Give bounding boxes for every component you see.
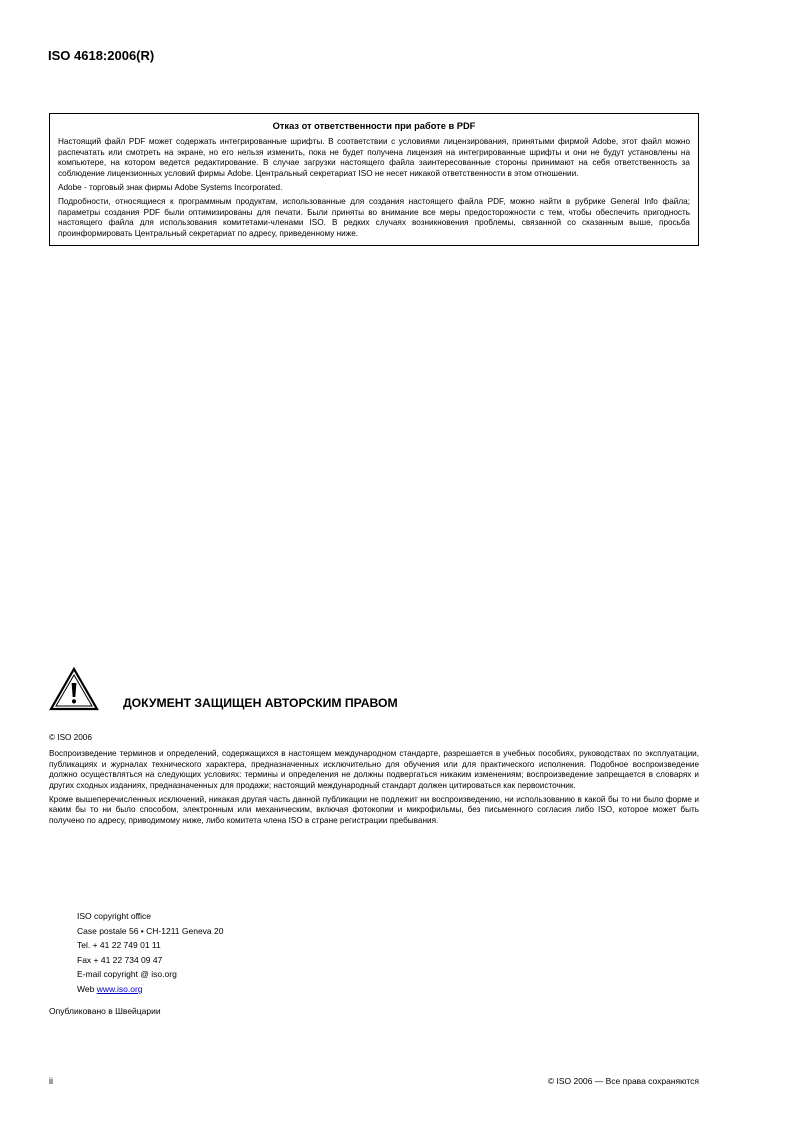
warning-triangle-icon xyxy=(49,667,99,711)
footer-copyright: © ISO 2006 — Все права сохраняются xyxy=(547,1076,699,1086)
page-number: ii xyxy=(49,1076,53,1086)
copyright-year: © ISO 2006 xyxy=(49,733,92,742)
copyright-heading: ДОКУМЕНТ ЗАЩИЩЕН АВТОРСКИМ ПРАВОМ xyxy=(123,696,398,710)
address-postal: Case postale 56 • CH-1211 Geneva 20 xyxy=(77,925,224,936)
copyright-notice xyxy=(49,733,699,830)
address-tel: Tel. + 41 22 749 01 11 xyxy=(77,940,161,951)
document-id: ISO 4618:2006(R) xyxy=(48,48,155,63)
copyright-paragraph: Воспроизведение терминов и определений, содержащихся в настоящем международном стандарте, разрешается в учебных пособиях, руководствах по эксплуатации, публикациях и журналах технического характера, предназначенных исключительно для обучения или для практического исполнения. Подобное воспроизведение должно осуществляться на следующих условиях: термины и определения не должны подвергаться никаким изменениям; воспроизведение запрещается в словарях и других сходных изданиях, предназначенных для продажи; настоящий международный стандарт должен цитироваться как первоисточник. xyxy=(49,749,699,790)
disclaimer-paragraph: Adobe - торговый знак фирмы Adobe Systems Incorporated. xyxy=(58,183,283,193)
address-email: E-mail copyright @ iso.org xyxy=(77,969,177,980)
web-link[interactable]: www.iso.org xyxy=(96,983,143,994)
disclaimer-paragraph: Настоящий файл PDF может содержать интегрированные шрифты. В соответствии с условиями лицензирования, принятыми фирмой Adobe, этот файл можно распечатать или смотреть на экране, но его нельзя изменить, пока не будет получена лицензия на интегрированные шрифты и они не будут установлены на компьютере, на котором ведется редактирование. В случае загрузки настоящего файла заинтересованные стороны принимают на себя ответственность за соблюдение лицензионных условий фирмы Adobe. Центральный секретариат ISO не несет никакой ответственности в этом отношении. xyxy=(58,137,690,178)
pdf-disclaimer-box xyxy=(49,113,699,246)
published-in: Опубликовано в Швейцарии xyxy=(49,1006,161,1016)
address-fax: Fax + 41 22 734 09 47 xyxy=(77,954,163,965)
disclaimer-title: Отказ от ответственности при работе в PDF xyxy=(272,121,476,131)
disclaimer-paragraph: Подробности, относящиеся к программным продуктам, использованные для создания настоящего файла PDF, можно найти в рубрике General Info файла; параметры создания PDF были оптимизированы для печати. Были приняты во внимание все меры предосторожности с тем, чтобы обеспечить пригодность настоящего файла для использования комитетами-членами ISO. В редких случаях возникновения проблемы, связанной со сказанным выше, просьба проинформировать Центральный секретариат по адресу, приведенному ниже. xyxy=(58,197,690,238)
iso-address-block xyxy=(77,909,223,997)
web-label: Web xyxy=(77,983,95,994)
address-web xyxy=(77,982,223,997)
copyright-paragraph: Кроме вышеперечисленных исключений, никакая другая часть данной публикации не подлежит ни воспроизведению, ни использованию в какой бы то ни было форме и каким бы то ни было способом, электронным или механическим, включая фотокопии и микрофильмы, без письменного согласия либо ISO, которое может быть получено по адресу, приводимому ниже, либо комитета члена ISO в стране регистрации пребывания. xyxy=(49,795,699,825)
address-office: ISO copyright office xyxy=(77,911,152,921)
